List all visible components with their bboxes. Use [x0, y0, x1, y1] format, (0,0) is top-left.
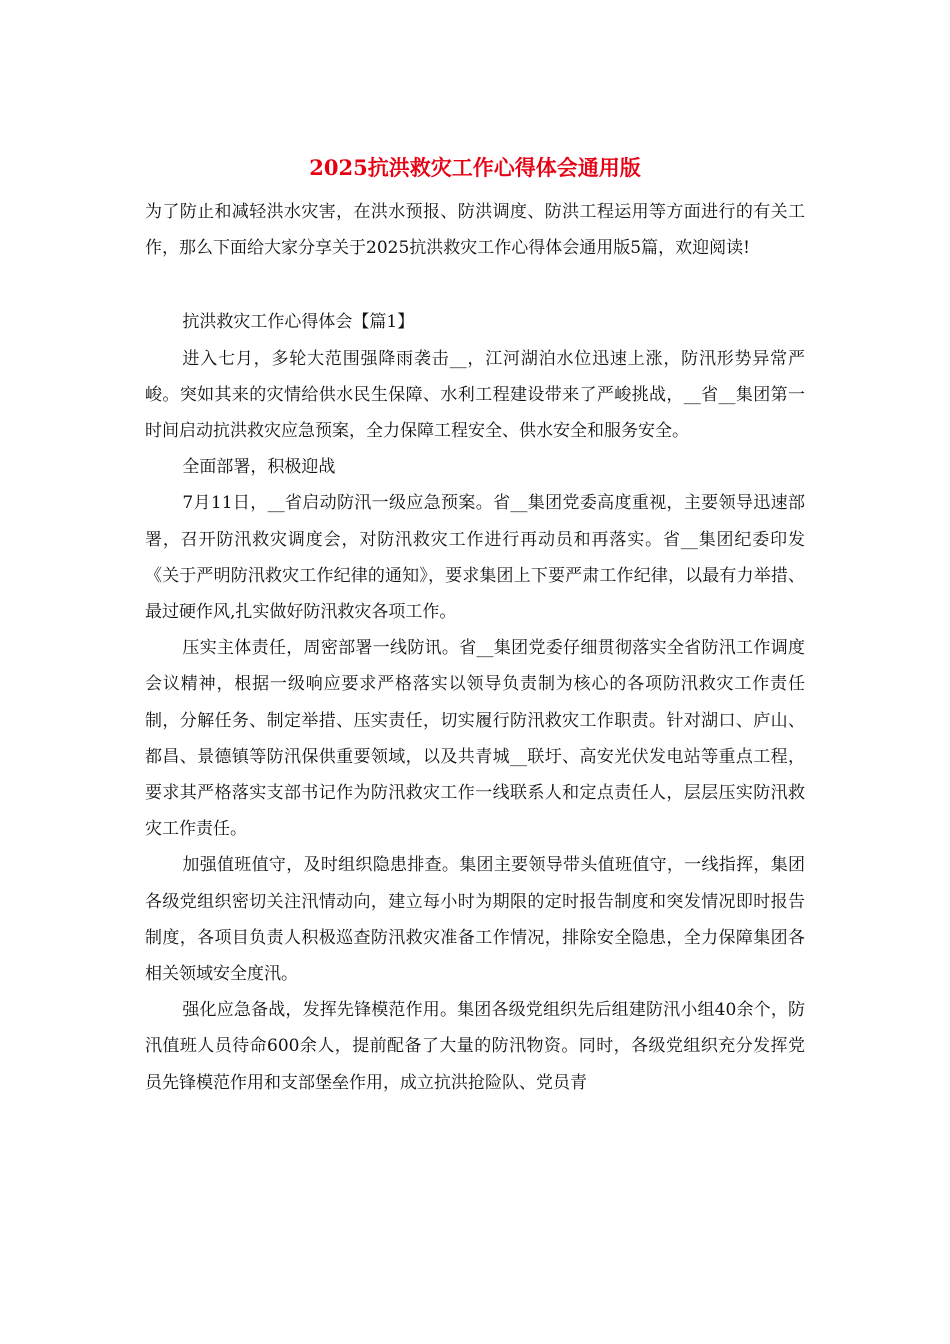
section-heading: 抗洪救灾工作心得体会【篇1】 [182, 312, 415, 333]
document-body [145, 194, 805, 1101]
paragraph-gap [145, 266, 805, 304]
intro-paragraph: 为了防止和减轻洪水灾害，在洪水预报、防洪调度、防洪工程运用等方面进行的有关工作，那么下面给大家分享关于2025抗洪救灾工作心得体会通用版5篇，欢迎阅读! [145, 202, 805, 259]
body-paragraph: 进入七月，多轮大范围强降雨袭击__，江河湖泊水位迅速上涨，防汛形势异常严峻。突如其来的灾情给供水民生保障、水利工程建设带来了严峻挑战，__省__集团第一时间启动抗洪救灾应急预案，全力保障工程安全、供水安全和服务安全。 [145, 348, 805, 442]
document-title: 2025抗洪救灾工作心得体会通用版 [309, 155, 641, 180]
body-paragraph: 7月11日，__省启动防汛一级应急预案。省__集团党委高度重视，主要领导迅速部署，召开防汛救灾调度会，对防汛救灾工作进行再动员和再落实。省__集团纪委印发《关于严明防汛救灾工作纪律的通知》，要求集团上下要严肃工作纪律，以最有力举措、最过硬作风,扎实做好防汛救灾各项工作。 [145, 493, 805, 623]
subheading-paragraph: 全面部署，积极迎战 [182, 457, 336, 478]
body-paragraph: 强化应急备战，发挥先锋模范作用。集团各级党组织先后组建防汛小组40余个，防汛值班人员待命600余人，提前配备了大量的防汛物资。同时，各级党组织充分发挥党员先锋模范作用和支部堡垒作用，成立抗洪抢险队、党员青 [145, 1000, 805, 1093]
body-paragraph: 压实主体责任，周密部署一线防讯。省__集团党委仔细贯彻落实全省防汛工作调度会议精神，根据一级响应要求严格落实以领导负责制为核心的各项防汛救灾工作责任制，分解任务、制定举措、压实责任，切实履行防汛救灾工作职责。针对湖口、庐山、都昌、景德镇等防汛保供重要领域，以及共青城__联圩、高安光伏发电站等重点工程，要求其严格落实支部书记作为防汛救灾工作一线联系人和定点责任人，层层压实防汛救灾工作责任。 [145, 638, 805, 840]
body-paragraph: 加强值班值守，及时组织隐患排查。集团主要领导带头值班值守，一线指挥，集团各级党组织密切关注汛情动向，建立每小时为期限的定时报告制度和突发情况即时报告制度，各项目负责人积极巡查防汛救灾准备工作情况，排除安全隐患，全力保障集团各相关领域安全度汛。 [145, 855, 805, 985]
